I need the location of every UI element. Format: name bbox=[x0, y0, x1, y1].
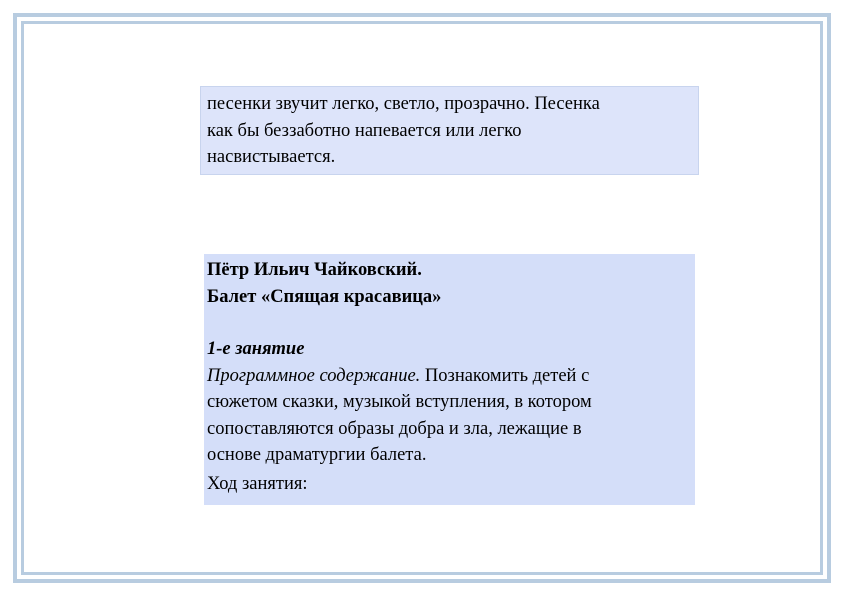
text-box-song-description bbox=[200, 86, 699, 175]
text-line: насвистывается. bbox=[207, 147, 336, 167]
text-line: песенки звучит легко, светло, прозрачно. Песенка bbox=[207, 94, 600, 114]
program-content-line bbox=[207, 363, 692, 390]
text-line: сопоставляются образы добра и зла, лежащие в bbox=[207, 418, 582, 439]
spacer bbox=[207, 310, 692, 336]
lesson-heading: 1-е занятие bbox=[207, 339, 305, 359]
lesson-course-label: Ход занятия: bbox=[207, 473, 308, 494]
text-box-ballet-lesson bbox=[204, 254, 695, 505]
text-line: основе драматургии балета. bbox=[207, 445, 427, 465]
ballet-title: Балет «Спящая красавица» bbox=[207, 286, 442, 307]
program-content-label: Программное содержание. bbox=[207, 365, 421, 386]
program-content-text: Познакомить детей с bbox=[420, 365, 590, 386]
composer-title: Пётр Ильич Чайковский. bbox=[207, 260, 422, 280]
text-line: сюжетом сказки, музыкой вступления, в котором bbox=[207, 392, 592, 412]
text-line: как бы беззаботно напевается или легко bbox=[207, 120, 522, 141]
